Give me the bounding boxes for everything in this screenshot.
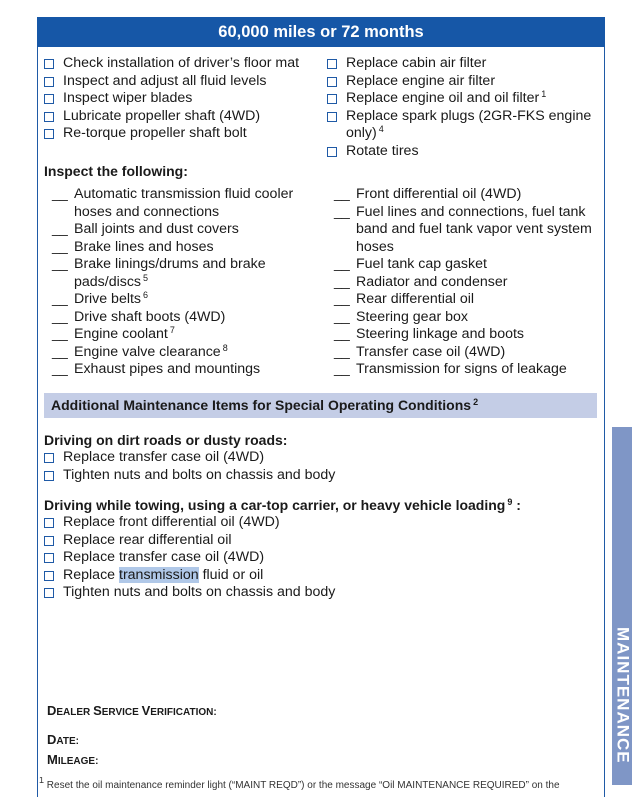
inspect-item: __ Engine coolant $^7$	[52, 326, 317, 344]
footnote: $^1$ Reset the oil maintenance reminder light (“MAINT REQD”) or the message “Oil MAINTENANCE REQUIRED” on the	[39, 777, 560, 791]
footnote-ref: 5	[143, 272, 149, 283]
checklist-item[interactable]: Lubricate propeller shaft (4WD)	[44, 108, 319, 126]
checkbox[interactable]	[44, 453, 54, 463]
checkbox[interactable]	[44, 518, 54, 528]
dirt-roads-list	[44, 449, 444, 484]
inspect-item: __ Engine valve clearance $^8$	[52, 344, 317, 362]
checklist-item[interactable]: Replace cabin air filter	[327, 55, 597, 73]
inspect-item: __ Exhaust pipes and mountings	[52, 361, 317, 379]
inspect-item: __ Brake lines and hoses	[52, 239, 317, 257]
dealer-verification-label: DEALER SERVICE VERIFICATION:	[47, 703, 217, 718]
page-title: 60,000 miles or 72 months	[37, 17, 605, 47]
checkbox[interactable]	[327, 147, 337, 157]
footnote-ref: 8	[222, 342, 228, 353]
footnote-ref: 7	[169, 325, 175, 335]
checklist-item[interactable]: Replace transmission fluid or oil	[44, 567, 444, 585]
inspect-heading: Inspect the following:	[44, 163, 188, 179]
checklist-item[interactable]: Inspect and adjust all fluid levels	[44, 73, 319, 91]
checkbox[interactable]	[44, 571, 54, 581]
checkbox[interactable]	[44, 588, 54, 598]
inspect-item: __ Ball joints and dust covers	[52, 221, 317, 239]
checklist-item[interactable]: Replace transfer case oil (4WD)	[44, 449, 444, 467]
date-label: DATE:	[47, 732, 79, 747]
inspect-item: __ Brake linings/drums and brake pads/discs $^5$	[52, 256, 317, 291]
checkbox[interactable]	[44, 77, 54, 87]
footnote-ref: 9	[507, 497, 513, 507]
checklist-right	[327, 55, 597, 160]
checkbox[interactable]	[327, 59, 337, 69]
checklist-item[interactable]: Re-torque propeller shaft bolt	[44, 125, 319, 143]
checkbox[interactable]	[44, 553, 54, 563]
maintenance-side-tab[interactable]: MAINTENANCE	[612, 427, 632, 785]
inspect-item: __ Steering gear box	[334, 309, 602, 327]
inspect-item: __ Transmission for signs of leakage	[334, 361, 602, 379]
footnote-ref: 6	[143, 290, 149, 300]
checklist-item[interactable]: Replace spark plugs (2GR-FKS engine only) $^4$	[327, 108, 597, 143]
checklist-item[interactable]: Rotate tires	[327, 143, 597, 161]
checkbox[interactable]	[44, 94, 54, 104]
inspect-item: __ Radiator and condenser	[334, 274, 602, 292]
checklist-item[interactable]: Inspect wiper blades	[44, 90, 319, 108]
special-conditions-header: Additional Maintenance Items for Special Operating Conditions $^2$	[44, 393, 597, 418]
towing-list	[44, 514, 444, 602]
checklist-left	[44, 55, 319, 143]
inspect-item: __ Drive belts $^6$	[52, 291, 317, 309]
inspect-item: __ Automatic transmission fluid cooler hoses and connections	[52, 186, 317, 221]
checklist-item[interactable]: Replace engine air filter	[327, 73, 597, 91]
checklist-item[interactable]: Replace front differential oil (4WD)	[44, 514, 444, 532]
checkbox[interactable]	[44, 59, 54, 69]
dirt-roads-heading: Driving on dirt roads or dusty roads:	[44, 432, 288, 448]
footnote-ref: 4	[378, 124, 384, 134]
checklist-item[interactable]: Tighten nuts and bolts on chassis and body	[44, 584, 444, 602]
inspect-item: __ Fuel tank cap gasket	[334, 256, 602, 274]
inspect-item: __ Fuel lines and connections, fuel tank band and fuel tank vapor vent system hoses	[334, 204, 602, 257]
checklist-item[interactable]: Tighten nuts and bolts on chassis and body	[44, 467, 444, 485]
footnote-ref: 1	[541, 89, 547, 99]
checklist-item[interactable]: Replace engine oil and oil filter $^1$	[327, 90, 597, 108]
footnote-ref: 2	[473, 397, 479, 407]
checkbox[interactable]	[327, 112, 337, 122]
inspect-item: __ Transfer case oil (4WD)	[334, 344, 602, 362]
checklist-item[interactable]: Replace transfer case oil (4WD)	[44, 549, 444, 567]
inspect-item: __ Rear differential oil	[334, 291, 602, 309]
selected-text[interactable]: transmission	[119, 566, 199, 583]
inspect-item: __ Steering linkage and boots	[334, 326, 602, 344]
checkbox[interactable]	[44, 536, 54, 546]
inspect-list-left	[52, 186, 317, 379]
inspect-item: __ Front differential oil (4WD)	[334, 186, 602, 204]
checkbox[interactable]	[327, 94, 337, 104]
checklist-item[interactable]: Replace rear differential oil	[44, 532, 444, 550]
inspect-list-right	[334, 186, 602, 379]
checklist-item[interactable]: Check installation of driver’s floor mat	[44, 55, 319, 73]
checkbox[interactable]	[44, 112, 54, 122]
checkbox[interactable]	[44, 471, 54, 481]
checkbox[interactable]	[44, 129, 54, 139]
mileage-label: MILEAGE:	[47, 752, 99, 767]
checkbox[interactable]	[327, 77, 337, 87]
inspect-item: __ Drive shaft boots (4WD)	[52, 309, 317, 327]
towing-heading: Driving while towing, using a car-top carrier, or heavy vehicle loading $^9$ :	[44, 497, 521, 513]
